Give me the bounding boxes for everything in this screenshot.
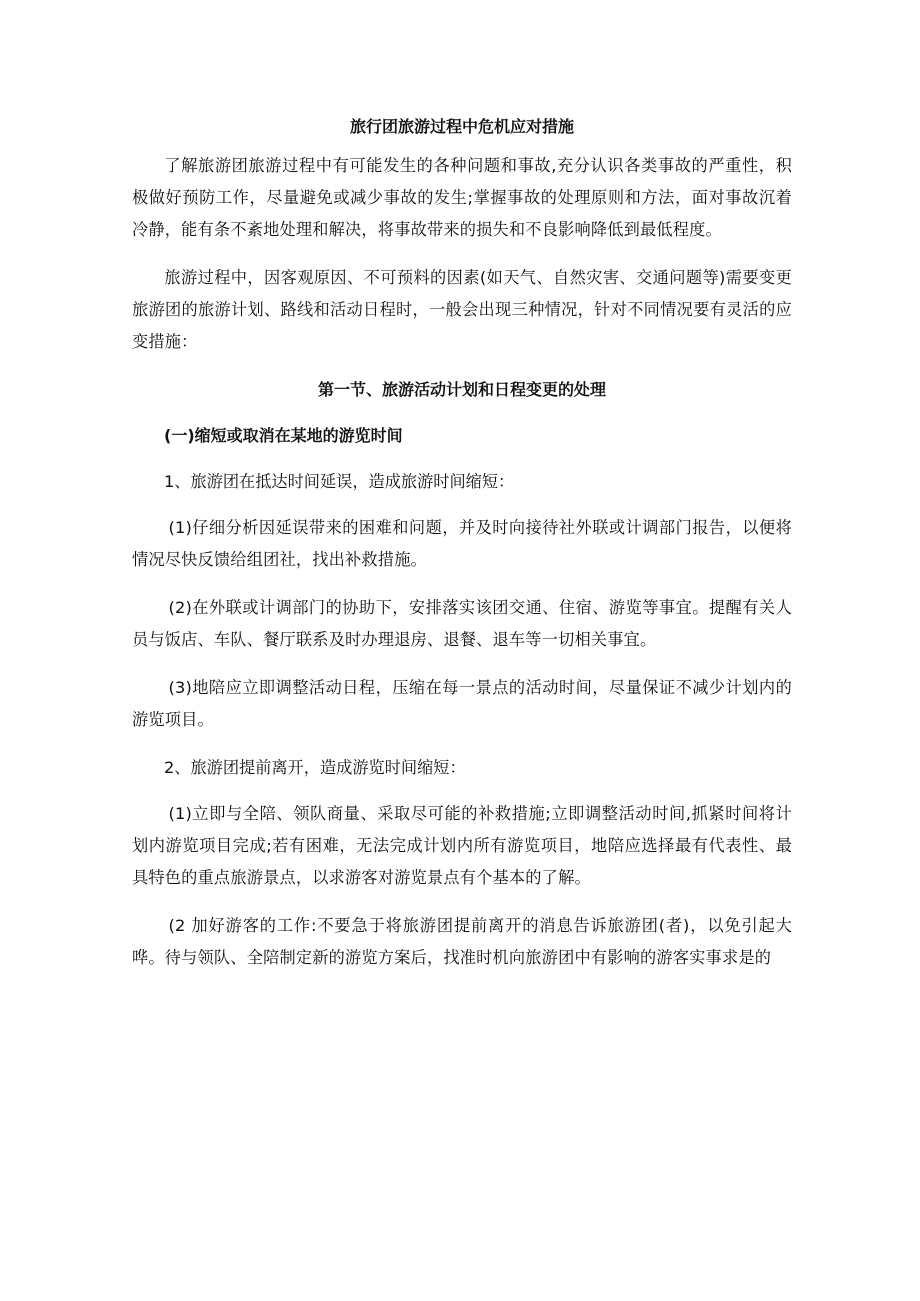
intro-paragraph: 了解旅游团旅游过程中有可能发生的各种问题和事故,充分认识各类事故的严重性，积极做好预防工作，尽量避免或减少事故的发生;掌握事故的处理原则和方法，面对事故沉着冷静，能有条不紊地处理和解决，将事故带来的损失和不良影响降低到最低程度。 [132, 156, 792, 239]
document-title: 旅行团旅游过程中危机应对措施 [349, 117, 574, 136]
case1-heading: 1、旅游团在抵达时间延误，造成旅游时间缩短： [164, 472, 515, 491]
case1-step2: (2)在外联或计调部门的协助下，安排落实该团交通、住宿、游览等事宜。提醒有关人员与饭店、车队、餐厅联系及时办理退房、退餐、退车等一切相关事宜。 [132, 598, 792, 649]
context-paragraph: 旅游过程中，因客观原因、不可预料的因素(如天气、自然灾害、交通问题等)需要变更旅游团的旅游计划、路线和活动日程时，一般会出现三种情况，针对不同情况要有灵活的应变措施： [132, 268, 792, 351]
case2-step2: (2 加好游客的工作:不要急于将旅游团提前离开的消息告诉旅游团(者)，以免引起大哗。待与领队、全陪制定新的游览方案后，找准时机向旅游团中有影响的游客实事求是的 [132, 916, 792, 967]
case1-step3: (3)地陪应立即调整活动日程，压缩在每一景点的活动时间，尽量保证不减少计划内的游览项目。 [132, 678, 792, 729]
subsection-heading: (一)缩短或取消在某地的游览时间 [164, 426, 403, 445]
section-heading: 第一节、旅游活动计划和日程变更的处理 [317, 380, 606, 399]
case1-step1: (1)仔细分析因延误带来的困难和问题，并及时向接待社外联或计调部门报告，以便将情况尽快反馈给组团社，找出补救措施。 [132, 518, 792, 569]
case2-heading: 2、旅游团提前离开，造成游览时间缩短： [164, 758, 466, 777]
case2-step1: (1)立即与全陪、领队商量、采取尽可能的补救措施;立即调整活动时间,抓紧时间将计划内游览项目完成;若有困难，无法完成计划内所有游览项目，地陪应选择最有代表性、最具特色的重点旅游景点，以求游客对游览景点有个基本的了解。 [132, 804, 792, 887]
